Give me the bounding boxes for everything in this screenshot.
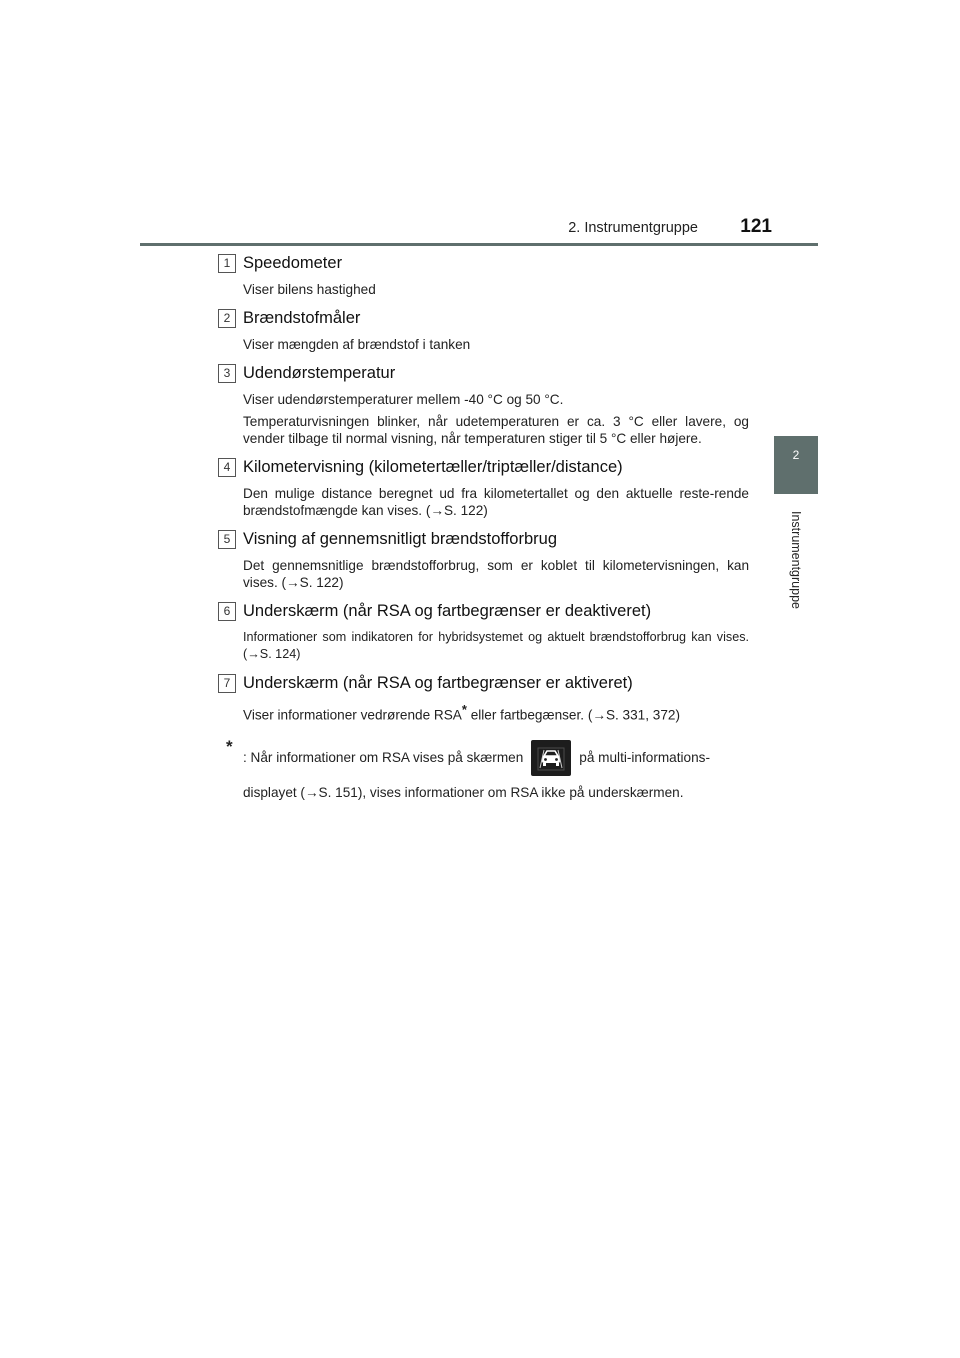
item-description: Viser informationer vedrørende RSA* eller fartbegænser. (→S. 331, 372) [243, 702, 681, 723]
item-number-badge: 6 [218, 602, 236, 621]
item-number-badge: 7 [218, 674, 236, 693]
item-list [214, 252, 749, 801]
item-title: Underskærm (når RSA og fartbegrænser er aktiveret) [243, 674, 633, 692]
chapter-tab-label: Instrumentgruppe [789, 511, 803, 609]
list-item [214, 307, 749, 353]
item-description: Viser udendørstemperaturer mellem -40 °C og 50 °C. [243, 392, 564, 407]
list-item [214, 456, 749, 519]
item-title: Kilometervisning (kilometertæller/triptæller/distance) [243, 458, 623, 476]
list-item [214, 528, 749, 591]
item-number-badge: 2 [218, 309, 236, 328]
chapter-tab [774, 436, 818, 494]
item-title: Underskærm (når RSA og fartbegrænser er deaktiveret) [243, 602, 652, 620]
item-description: Informationer som indikatoren for hybridsystemet og aktuelt brændstofforbrug kan vises. (→S. 124) [243, 630, 749, 661]
item-description: Temperaturvisningen blinker, når udetemperaturen er ca. 3 °C eller lavere, og vender tilbage til normal visning, når temperaturen stiger til 5 °C eller højere. [243, 414, 749, 446]
item-title: Brændstofmåler [243, 309, 361, 327]
item-title: Speedometer [243, 254, 343, 272]
item-number-badge: 5 [218, 530, 236, 549]
footnote-text: displayet (→S. 151), vises informationer om RSA ikke på underskærmen. [243, 784, 684, 800]
page-number: 121 [740, 216, 772, 237]
footnote [214, 736, 749, 801]
list-item [214, 362, 749, 447]
list-item [214, 600, 749, 663]
footnote-text: : Når informationer om RSA vises på skærmen [243, 750, 524, 766]
item-description: Den mulige distance beregnet ud fra kilometertallet og den aktuelle reste-rende brændstofmængde kan vises. (→S. 122) [243, 486, 749, 518]
header-divider [140, 243, 818, 246]
list-item [214, 672, 749, 724]
item-number-badge: 1 [218, 254, 236, 273]
item-description: Viser bilens hastighed [243, 282, 376, 297]
item-title: Visning af gennemsnitligt brændstofforbrug [243, 530, 557, 548]
chapter-title: 2. Instrumentgruppe [568, 220, 698, 236]
asterisk-marker: * [461, 702, 467, 717]
item-number-badge: 4 [218, 458, 236, 477]
item-number-badge: 3 [218, 364, 236, 383]
rsa-car-icon [531, 740, 571, 776]
list-item [214, 252, 749, 298]
chapter-tab-number: 2 [792, 448, 800, 462]
item-description: Det gennemsnitlige brændstofforbrug, som er koblet til kilometervisningen, kan vises. (→S. 122) [243, 558, 749, 590]
item-title: Udendørstemperatur [243, 364, 396, 382]
footnote-marker: * [226, 736, 233, 756]
footnote-text: på multi-informations- [579, 750, 710, 766]
item-description: Viser mængden af brændstof i tanken [243, 337, 471, 352]
